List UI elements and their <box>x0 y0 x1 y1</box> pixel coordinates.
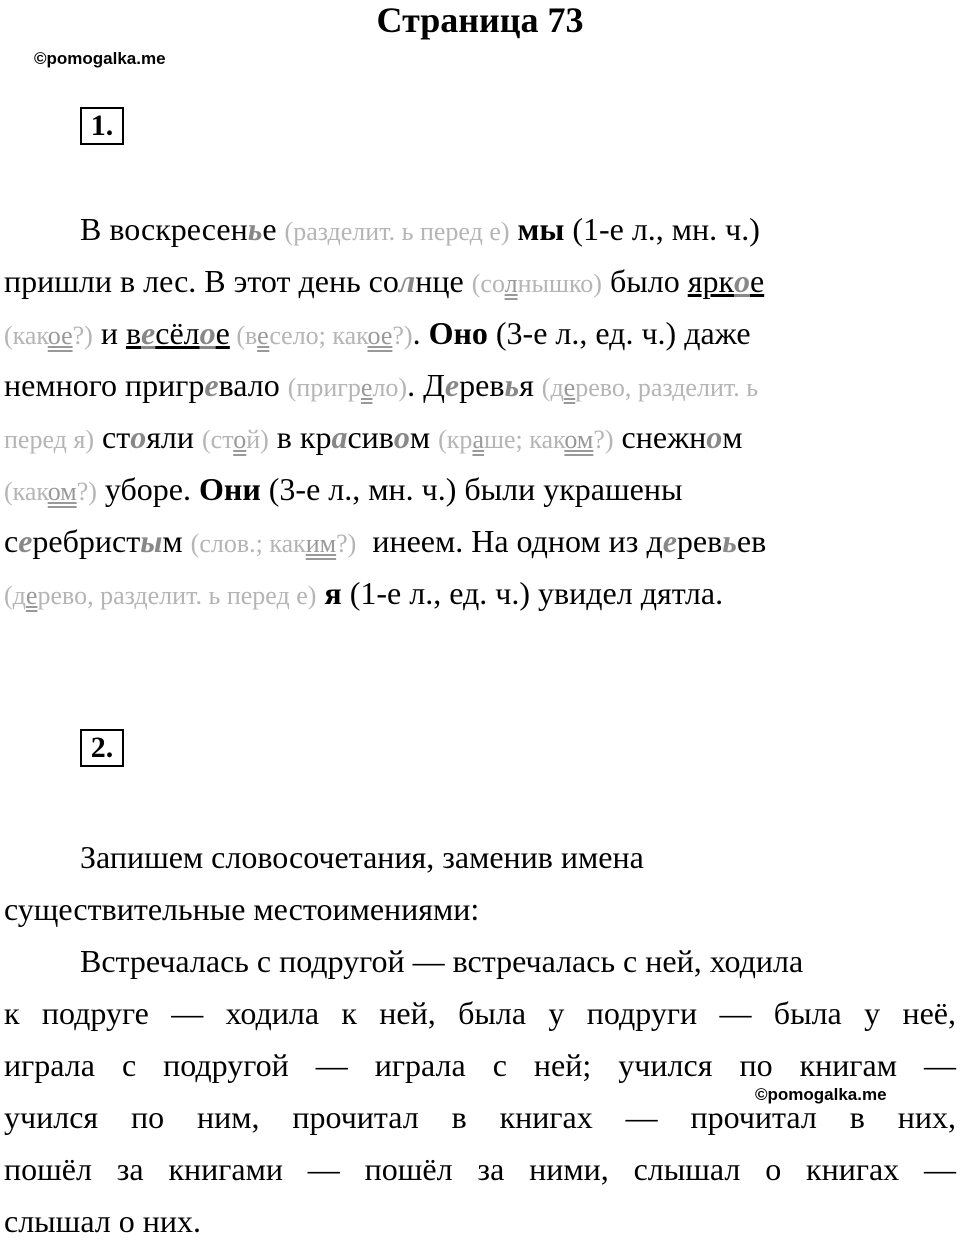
ex2-line-3: играла с подругой — играла с ней; учился по книгам — <box>4 1047 956 1083</box>
ex1-line-2: пришли в лес. В этот день солнце (солнышко) было яркое <box>4 263 765 299</box>
ex1-line-7: серебристым (слов.; каким?) инеем. На одном из деревьев <box>4 523 767 559</box>
ex1-line-6: (каком?) уборе. Они (3-е л., мн. ч.) были украшены <box>4 471 683 507</box>
ex1-line-5: перед я) стояли (стой) в красивом (краше; каком?) снежном <box>4 419 743 455</box>
page-title: Страница 73 <box>376 0 584 40</box>
exercise-1-number: 1. <box>80 107 124 145</box>
ex2-line-2: к подруге — ходила к ней, была у подруги — была у неё, <box>4 995 956 1031</box>
ex1-line-8: (дерево, разделит. ь перед е) я (1-е л., ед. ч.) увидел дятла. <box>4 575 724 611</box>
ex1-line-3: (какое?) и весёлое (весело; какое?). Оно (3-е л., ед. ч.) даже <box>4 315 751 351</box>
ex2-line-1: Встречалась с подругой — встречалась с ней, ходила <box>80 943 804 979</box>
ex2-intro-line-1: Запишем словосочетания, заменив имена <box>80 839 644 875</box>
exercise-2-intro <box>4 831 956 935</box>
exercise-1-text <box>4 203 956 619</box>
exercise-2-number: 2. <box>80 729 124 767</box>
ex2-line-4: учился по ним, прочитал в книгах — прочитал в них, <box>4 1099 956 1135</box>
watermark-bottom: ©pomogalka.me <box>755 1085 887 1104</box>
ex1-line-4: немного пригревало (пригрело). Деревья (дерево, разделит. ь <box>4 367 759 403</box>
watermark-top: ©pomogalka.me <box>34 49 166 68</box>
ex1-line-1: В воскресенье (разделит. ь перед е) мы (1-е л., мн. ч.) <box>80 211 760 247</box>
ex2-intro-line-2: существительные местоимениями: <box>4 891 480 927</box>
ex2-line-6: слышал о них. <box>4 1203 202 1239</box>
ex2-line-5: пошёл за книгами — пошёл за ними, слышал о книгах — <box>4 1151 956 1187</box>
